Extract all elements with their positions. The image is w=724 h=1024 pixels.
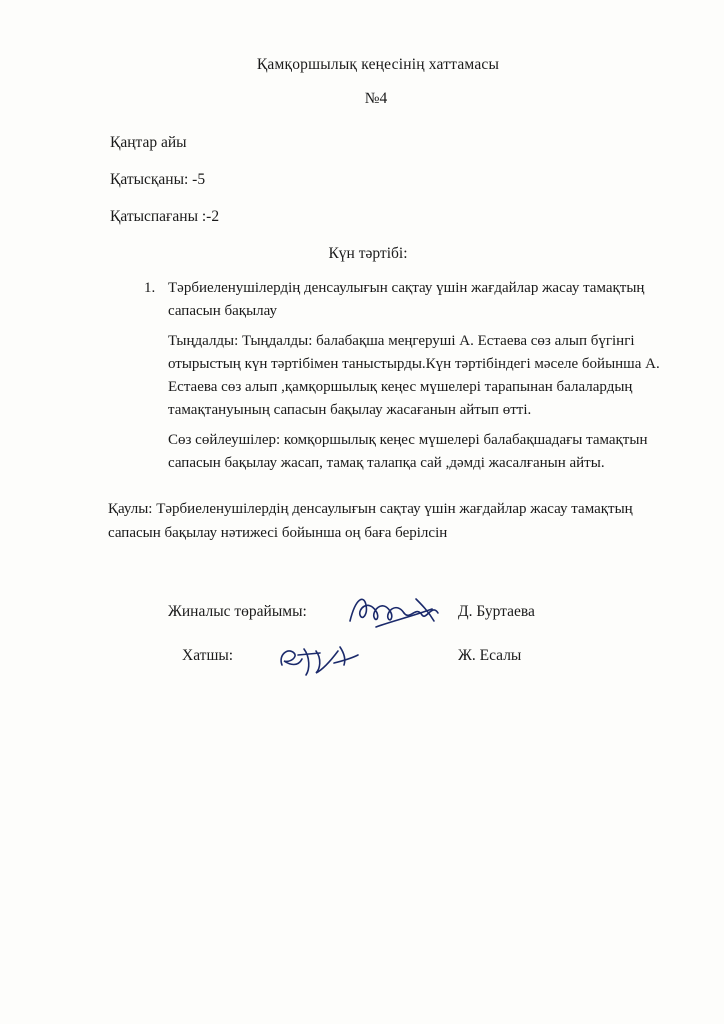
- list-item: [144, 277, 662, 475]
- signature-name: Ж. Есалы: [458, 647, 522, 664]
- agenda-speakers: Сөз сөйлеушілер: комқоршылық кеңес мүшелері балабақшадағы тамақтын сапасын бақылау жасап, тамақ талапқа сай ,дәмді жасалғанын айты.: [168, 431, 648, 471]
- document-number: №4: [364, 90, 388, 107]
- page-title: Қамқоршылық кеңесінің хаттамасы: [256, 56, 500, 73]
- meta-attended: Қатысқаны: -5: [110, 171, 206, 188]
- signature-label: Хатшы:: [182, 647, 234, 664]
- resolution-text: Қаулы: Тәрбиеленушілердің денсаулығын сақтау үшін жағдайлар жасау тамақтың сапасын бақылау нәтижесі бойынша оң баға берілсін: [108, 501, 633, 541]
- meta-absent: Қатыспағаны :-2: [110, 208, 220, 225]
- handwritten-signature-icon: [276, 641, 386, 681]
- agenda-topic: Тәрбиеленушілердің денсаулығын сақтау үшін жағдайлар жасау тамақтың сапасын бақылау: [168, 280, 645, 320]
- agenda-heading: Күн тәртібі:: [328, 245, 408, 262]
- signature-label: Жиналыс төрайымы:: [168, 603, 307, 620]
- handwritten-signature-icon: [346, 591, 456, 631]
- list-item-marker: 1.: [144, 280, 156, 296]
- signature-block: [104, 599, 662, 687]
- agenda-list: [104, 277, 662, 475]
- agenda-listened: Тыңдалды: Тыңдалды: балабақша меңгеруші А. Естаева сөз алып бүгінгі отырыстың күн тәртібімен таныстырды.Күн тәртібіндегі мәселе бойынша А. Естаева сөз алып ,қамқоршылық кеңес мүшелері тарапынан балалардың тамақтануының сапасын бақылау жасағанын айтып өтті.: [168, 332, 660, 419]
- signature-name: Д. Буртаева: [458, 603, 535, 620]
- signature-row-chair: [168, 599, 662, 643]
- meta-month: Қаңтар айы: [110, 134, 187, 151]
- signature-row-secretary: [168, 643, 662, 687]
